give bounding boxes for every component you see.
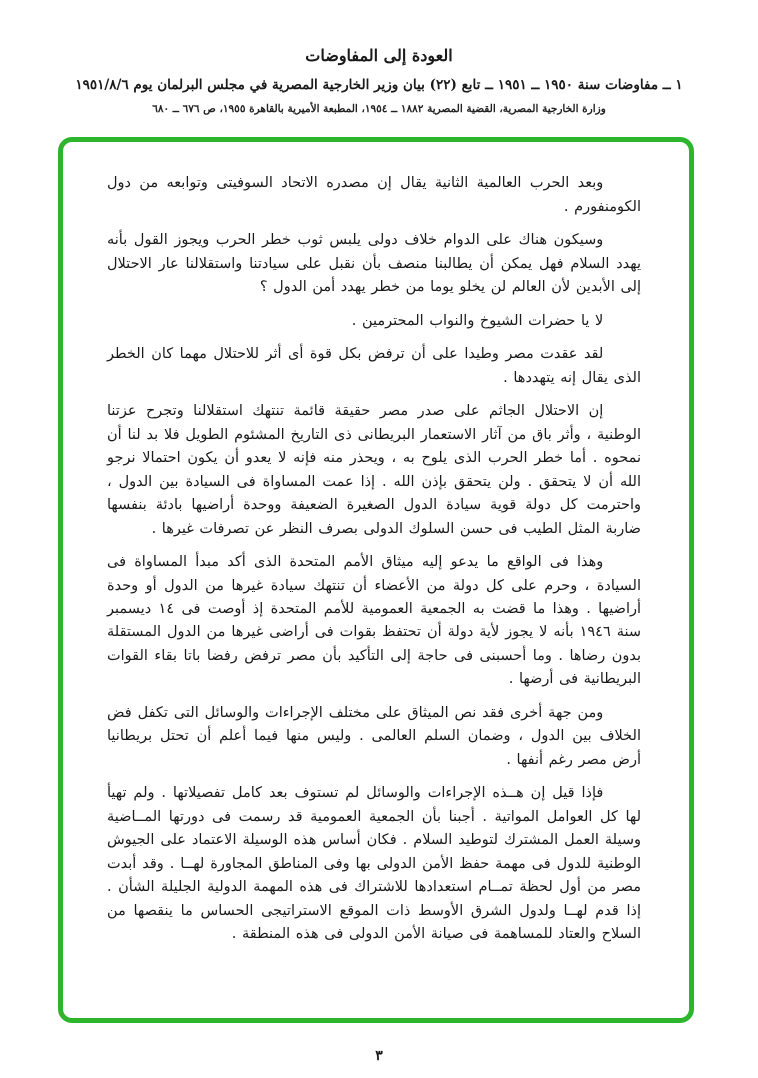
paragraph: ومن جهة أخرى فقد نص الميثاق على مختلف الإجراءات والوسائل التى تكفل فض الخلاف بين الدول ، وضمان السلم العالمى . وليس منها فيما أعلم أن تحتل بريطانيا أرض مصر رغم أنفها .	[107, 704, 641, 768]
paragraph: لقد عقدت مصر وطيدا على أن ترفض بكل قوة أى أثر للاحتلال مهما كان الخطر الذى يقال إنه يتهددها .	[107, 346, 641, 386]
source-citation: وزارة الخارجية المصرية، القضية المصرية ١٨٨٢ ــ ١٩٥٤، المطبعة الأميرية بالقاهرة ١٩٥٥، ص ٦٧٦ ــ ٦٨٠	[152, 103, 606, 116]
paragraph: فإذا قيل إن هــذه الإجراءات والوسائل لم تستوف بعد كامل تفصيلاتها . ولم تهيأ لها كل العوامل المواتية . أجبنا بأن الجمعية العمومية قد رسمت فى دورتها المــاضية وسيلة العمل المشترك لتوطيد السلام . فكان أساس هذه الوسيلة الاعتماد على الجيوش الوطنية للدول فى مهمة حفظ الأمن الدولى بها وفى المناطق المجاورة لهــا . وقد أبدت مصر من أول لحظة تمــام استعدادها للاشتراك فى هذه المهمة الدولية الجليلة الشأن . إذا قدم لهــا ولدول الشرق الأوسط ذات الموقع الاستراتيجى الحساس ما ينقصها من السلاح والعتاد للمساهمة فى صيانة الأمن الدولى فى هذه المنطقة .	[107, 785, 641, 943]
paragraph: لا يا حضرات الشيوخ والنواب المحترمين .	[351, 312, 604, 329]
document-subtitle: ١ ــ مفاوضات سنة ١٩٥٠ ــ ١٩٥١ ــ تابع (٢٢) بيان وزير الخارجية المصرية في مجلس البرلمان يوم ١٩٥١/٨/٦	[75, 77, 683, 93]
paragraph: وسيكون هناك على الدوام خلاف دولى يلبس ثوب خطر الحرب ويجوز القول بأنه يهدد السلام فهل يمكن أن يطالبنا منصف بأن نقبل على سيادتنا واستقلالنا عار الاحتلال إلى الأبدين لأن العالم لن يخلو يوما من خطر يهدد أمن الدول ؟	[107, 232, 641, 296]
text-frame	[58, 137, 694, 1023]
document-header	[0, 0, 758, 115]
paragraph: إن الاحتلال الجاثم على صدر مصر حقيقة قائمة تنتهك استقلالنا وتجرح عزتنا الوطنية ، وأثر باق من آثار الاستعمار البريطانى ذى التاريخ المشئوم الطويل فلا بد لنا أن نمحوه . أما خطر الحرب الذى يلوح به ، ويحذر منه فإنه لا يعدو أن يكون احتمالا نرجو الله أن لا يتحقق . ولن يتحقق بإذن الله . إذا عمت المساواة فى السيادة بين الدول ، واحترمت كل دولة قوية سيادة الدول الصغيرة الضعيفة ووحدة أراضيها بادئة بنفسها ضاربة المثل الطيب فى حسن السلوك الدولى بصرف النظر عن تصرفات غيرها .	[107, 403, 641, 537]
paragraph: وبعد الحرب العالمية الثانية يقال إن مصدره الاتحاد السوفيتى وتوابعه من دول الكومنفورم .	[107, 175, 641, 215]
paragraph: وهذا فى الواقع ما يدعو إليه ميثاق الأمم المتحدة الذى أكد مبدأ المساواة فى السيادة ، وحرم على كل دولة من الأعضاء أن تنتهك سيادة غيرها من الدول أو وحدة أراضيها . وهذا ما قضت به الجمعية العمومية للأمم المتحدة إذ أوصت فى ١٤ ديسمبر سنة ١٩٤٦ بأنه لا يجوز لأية دولة أن تحتفظ بقوات فى أراضى غيرها من الدول المستقلة بدون رضاها . وما أحسبنى فى حاجة إلى التأكيد بأن مصر ترفض رفضا باتا بقاء القوات البريطانية فى أرضها .	[107, 554, 642, 688]
document-title: العودة إلى المفاوضات	[305, 46, 453, 65]
page-number: ٣	[375, 1048, 383, 1064]
